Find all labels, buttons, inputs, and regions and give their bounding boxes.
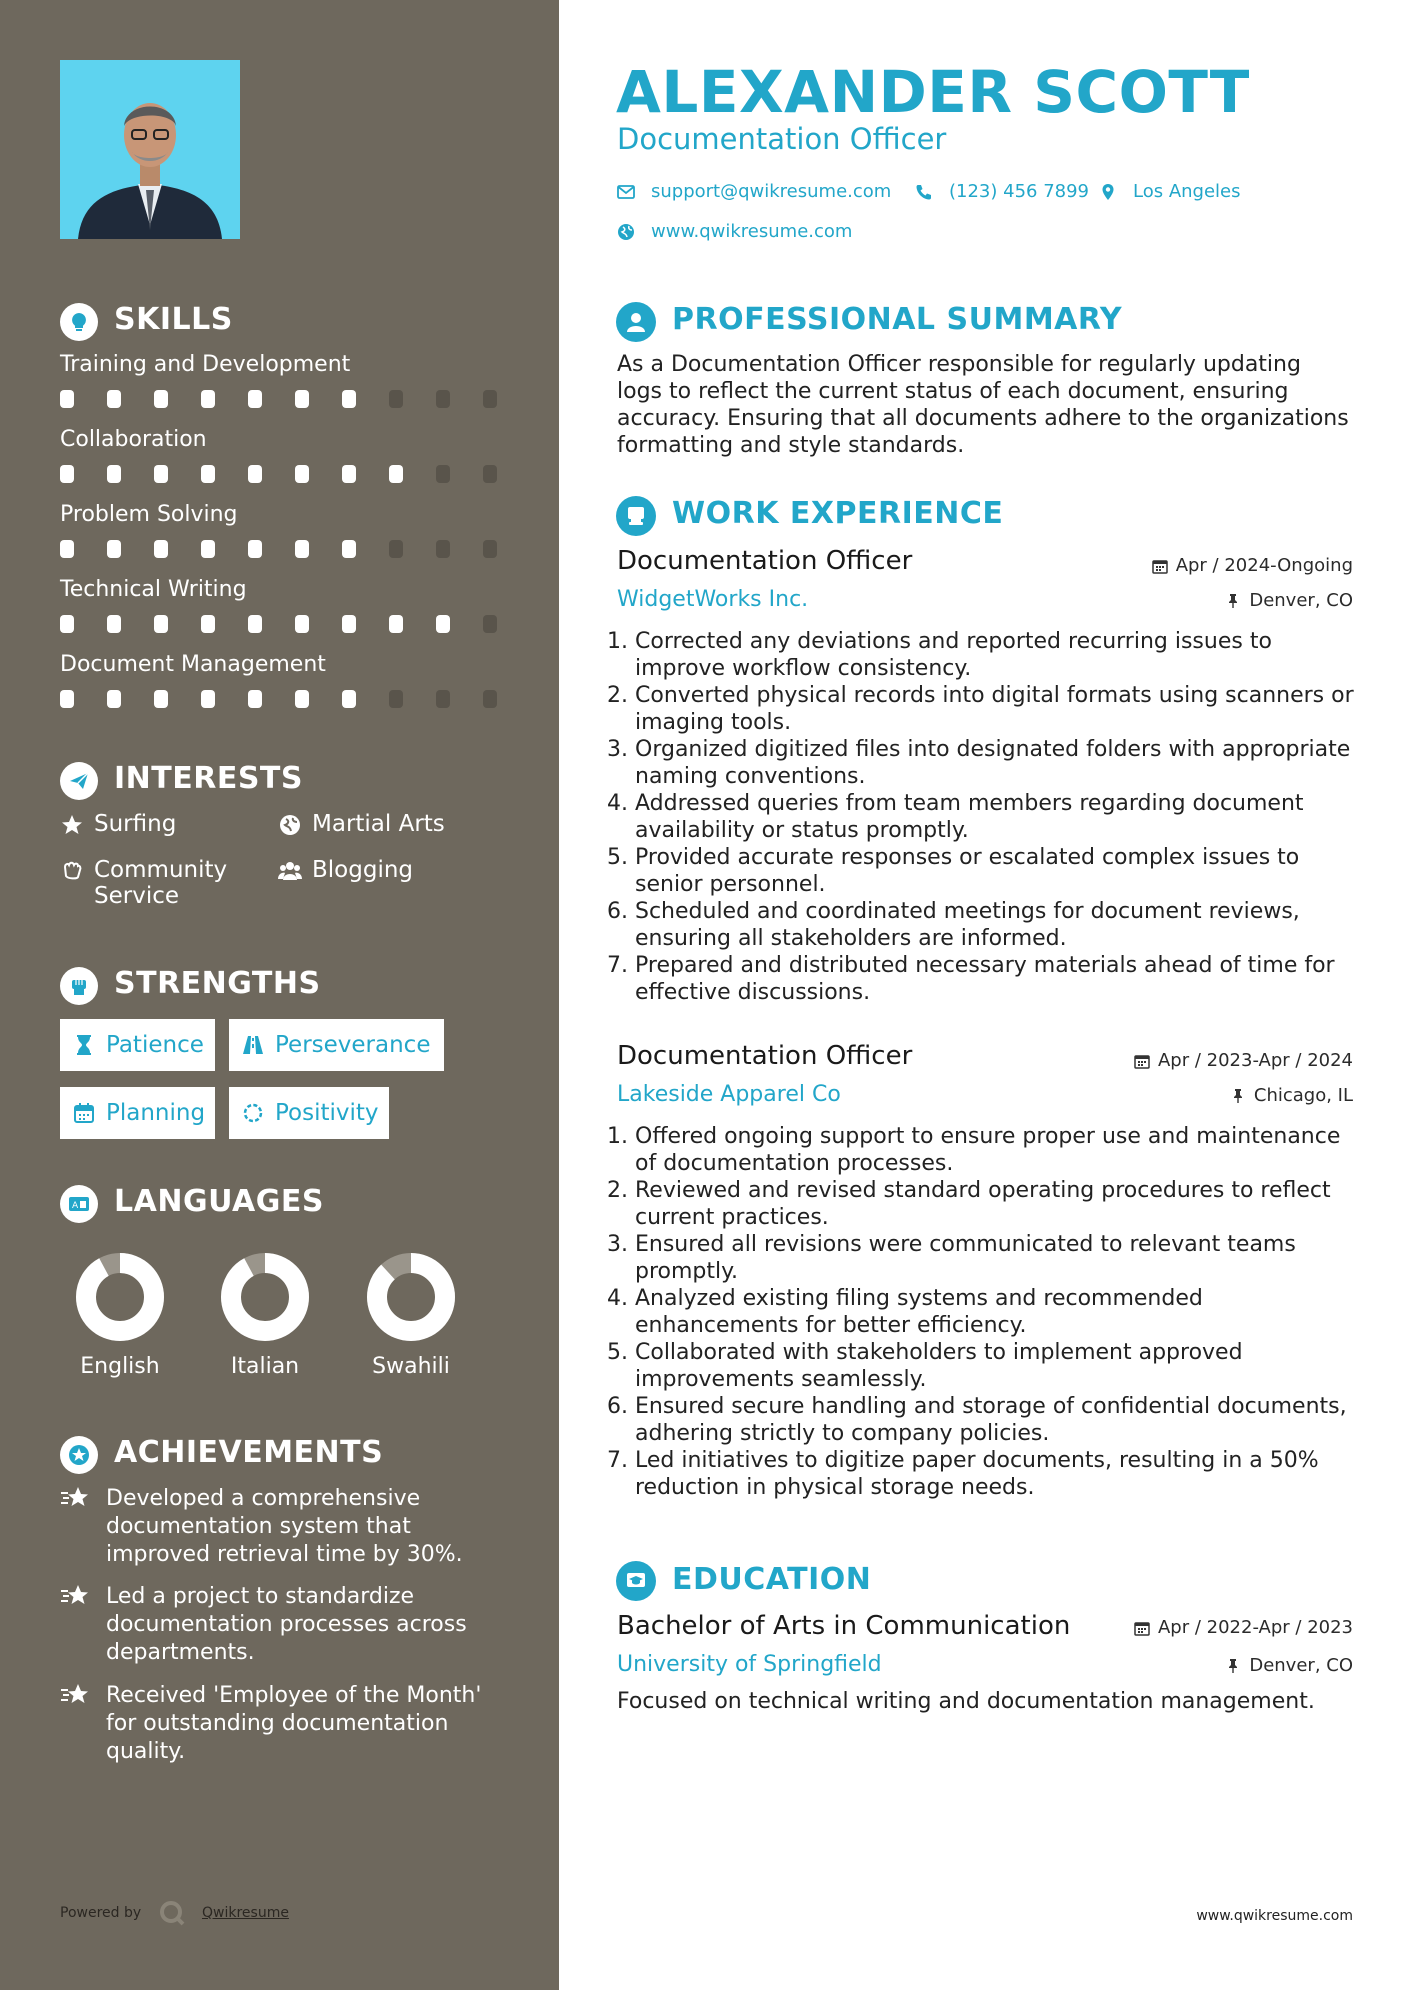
- calendar-icon: [1134, 1620, 1150, 1636]
- spinner-icon: [241, 1101, 265, 1125]
- strength-label: Positivity: [275, 1100, 379, 1126]
- lightbulb-icon: [60, 303, 98, 341]
- duty-item: 3. Ensured all revisions were communicated to relevant teams promptly.: [635, 1231, 1360, 1285]
- company-name: WidgetWorks Inc.: [617, 587, 809, 612]
- interests-heading: INTERESTS: [114, 761, 303, 796]
- user-icon: [616, 302, 656, 342]
- website-contact[interactable]: [617, 221, 852, 242]
- job-location: [999, 590, 1353, 611]
- summary-heading: PROFESSIONAL SUMMARY: [672, 302, 1123, 337]
- language-label: English: [80, 1354, 160, 1379]
- duty-item: 2. Reviewed and revised standard operating procedures to reflect current practices.: [635, 1177, 1360, 1231]
- skill-name: Collaboration: [60, 427, 207, 452]
- skill-dot-filled: [107, 615, 121, 633]
- achievement-item: [60, 1682, 500, 1766]
- interest-item: [278, 811, 528, 837]
- achievement-text: Received 'Employee of the Month' for outstanding documentation quality.: [106, 1683, 482, 1764]
- skill-rating: [60, 615, 530, 633]
- skill-dot-filled: [342, 690, 356, 708]
- interest-label: Martial Arts: [312, 811, 445, 837]
- skill-dot-filled: [342, 465, 356, 483]
- location-text: Denver, CO: [1249, 1655, 1353, 1676]
- language-icon: [60, 1185, 98, 1223]
- duty-item: 1. Offered ongoing support to ensure proper use and maintenance of documentation processes.: [635, 1123, 1360, 1177]
- phone-text: (123) 456 7899: [949, 181, 1090, 202]
- hourglass-icon: [72, 1033, 96, 1057]
- degree-title: Bachelor of Arts in Communication: [617, 1611, 1071, 1641]
- skill-rating: [60, 690, 530, 708]
- skill-dot-filled: [295, 690, 309, 708]
- skill-dot-filled: [295, 615, 309, 633]
- job-title: Documentation Officer: [617, 546, 913, 576]
- duty-list: [609, 628, 1360, 1006]
- briefcase-icon: [616, 496, 656, 536]
- strength-label: Planning: [106, 1100, 206, 1126]
- location-text: Los Angeles: [1133, 181, 1241, 202]
- skill-dot-filled: [248, 615, 262, 633]
- skill-dot-filled: [248, 540, 262, 558]
- candidate-title: Documentation Officer: [617, 122, 947, 156]
- qwikresume-logo-icon: [158, 1899, 186, 1927]
- skill-dot-filled: [154, 690, 168, 708]
- skill-rating: [60, 390, 530, 408]
- skill-dot-empty: [483, 540, 497, 558]
- shooting-star-icon: [60, 1680, 90, 1710]
- candidate-name: ALEXANDER SCOTT: [616, 58, 1250, 126]
- skill-dot-filled: [154, 540, 168, 558]
- company-name: Lakeside Apparel Co: [617, 1082, 841, 1107]
- interest-item: [278, 857, 528, 883]
- experience-heading: WORK EXPERIENCE: [672, 496, 1004, 531]
- main-content: [559, 0, 1407, 1990]
- job-dates: [999, 555, 1353, 576]
- skill-dot-filled: [60, 615, 74, 633]
- skill-dot-filled: [60, 390, 74, 408]
- skill-dot-filled: [154, 615, 168, 633]
- school-name: University of Springfield: [617, 1652, 882, 1677]
- phone-icon: [915, 183, 933, 201]
- email-text: support@qwikresume.com: [651, 181, 892, 202]
- skill-dot-filled: [295, 390, 309, 408]
- strength-chip: [229, 1019, 444, 1071]
- paper-plane-icon: [60, 762, 98, 800]
- strength-label: Patience: [106, 1032, 204, 1058]
- location-contact: [1099, 181, 1241, 202]
- skill-dot-filled: [436, 615, 450, 633]
- donut-fill: [231, 1263, 299, 1331]
- language-label: Swahili: [372, 1354, 450, 1379]
- skill-rating: [60, 540, 530, 558]
- footer-website[interactable]: www.qwikresume.com: [1196, 1908, 1353, 1924]
- skill-dot-empty: [483, 690, 497, 708]
- education-dates: [999, 1617, 1353, 1638]
- badge-star-icon: [60, 1436, 98, 1474]
- qwikresume-link[interactable]: Qwikresume: [202, 1905, 289, 1921]
- envelope-icon: [617, 183, 635, 201]
- interest-label: Surfing: [94, 811, 177, 837]
- duty-item: 6. Ensured secure handling and storage of confidential documents, adhering strictly to company policies.: [635, 1393, 1360, 1447]
- achievement-text: Led a project to standardize documentation processes across departments.: [106, 1584, 467, 1665]
- calendar-icon: [1152, 558, 1168, 574]
- skill-dot-filled: [201, 390, 215, 408]
- duty-item: 5. Provided accurate responses or escalated complex issues to senior personnel.: [635, 844, 1360, 898]
- skill-dot-empty: [436, 465, 450, 483]
- shooting-star-icon: [60, 1483, 90, 1513]
- education-heading: EDUCATION: [672, 1562, 872, 1597]
- pushpin-icon: [1225, 593, 1241, 609]
- duty-item: 7. Led initiatives to digitize paper documents, resulting in a 50% reduction in physical storage needs.: [635, 1447, 1360, 1501]
- skill-dot-filled: [389, 615, 403, 633]
- powered-by-text: Powered by: [60, 1905, 142, 1921]
- strength-chip: [229, 1087, 389, 1139]
- education-description: Focused on technical writing and documentation management.: [617, 1689, 1315, 1714]
- strength-label: Perseverance: [275, 1032, 431, 1058]
- duty-item: 2. Converted physical records into digital formats using scanners or imaging tools.: [635, 682, 1360, 736]
- language-label: Italian: [230, 1354, 300, 1379]
- strength-chip: [60, 1019, 215, 1071]
- pushpin-icon: [1230, 1088, 1246, 1104]
- skill-dot-filled: [342, 615, 356, 633]
- skill-dot-filled: [154, 390, 168, 408]
- education-location: [999, 1655, 1353, 1676]
- calendar-icon: [1134, 1053, 1150, 1069]
- svg-text:A: A: [72, 1201, 79, 1211]
- skill-dot-filled: [248, 690, 262, 708]
- skill-dot-filled: [342, 540, 356, 558]
- languages-heading: LANGUAGES: [114, 1184, 324, 1219]
- skill-dot-empty: [483, 465, 497, 483]
- strengths-heading: STRENGTHS: [114, 966, 321, 1001]
- strength-chip: [60, 1087, 215, 1139]
- duty-item: 5. Collaborated with stakeholders to implement approved improvements seamlessly.: [635, 1339, 1360, 1393]
- skill-name: Document Management: [60, 652, 326, 677]
- skill-dot-empty: [389, 690, 403, 708]
- job-location: [999, 1085, 1353, 1106]
- duty-item: 4. Addressed queries from team members regarding document availability or status promptly.: [635, 790, 1360, 844]
- dates-text: Apr / 2022-Apr / 2023: [1157, 1617, 1353, 1638]
- duty-item: 6. Scheduled and coordinated meetings for document reviews, ensuring all stakeholders are informed.: [635, 898, 1360, 952]
- interest-item: [60, 857, 260, 909]
- users-icon: [278, 859, 302, 883]
- duty-item: 3. Organized digitized files into designated folders with appropriate naming conventions.: [635, 736, 1360, 790]
- achievement-item: [60, 1485, 500, 1569]
- language-donut: [217, 1249, 313, 1345]
- skill-dot-filled: [389, 465, 403, 483]
- skill-dot-empty: [483, 390, 497, 408]
- skill-dot-filled: [107, 690, 121, 708]
- shooting-star-icon: [60, 1581, 90, 1611]
- job-title: Documentation Officer: [617, 1041, 913, 1071]
- achievement-text: Developed a comprehensive documentation system that improved retrieval time by 30%.: [106, 1486, 463, 1567]
- skill-dot-filled: [248, 465, 262, 483]
- skill-dot-empty: [483, 615, 497, 633]
- skill-dot-filled: [60, 465, 74, 483]
- interest-item: [60, 811, 260, 837]
- location-text: Chicago, IL: [1253, 1085, 1353, 1106]
- skill-dot-empty: [436, 540, 450, 558]
- dates-text: Apr / 2024-Ongoing: [1175, 555, 1353, 576]
- achievement-item: [60, 1583, 500, 1667]
- duty-item: 4. Analyzed existing filing systems and recommended enhancements for better efficiency.: [635, 1285, 1360, 1339]
- phone-contact[interactable]: [915, 181, 1089, 202]
- skill-dot-filled: [201, 540, 215, 558]
- skill-dot-filled: [60, 540, 74, 558]
- duty-item: 1. Corrected any deviations and reported recurring issues to improve workflow consistency.: [635, 628, 1360, 682]
- pushpin-icon: [1225, 1658, 1241, 1674]
- graduation-cap-icon: [616, 1561, 656, 1601]
- achievements-heading: ACHIEVEMENTS: [114, 1435, 384, 1470]
- location-text: Denver, CO: [1249, 590, 1353, 611]
- profile-photo: [60, 60, 240, 239]
- hand-icon: [60, 859, 84, 883]
- skill-dot-filled: [107, 465, 121, 483]
- website-text: www.qwikresume.com: [651, 221, 853, 242]
- duty-item: 7. Prepared and distributed necessary materials ahead of time for effective discussions.: [635, 952, 1360, 1006]
- skill-dot-filled: [342, 390, 356, 408]
- skill-dot-filled: [201, 615, 215, 633]
- interest-label: Blogging: [312, 857, 414, 883]
- skill-dot-empty: [389, 390, 403, 408]
- globe-icon: [278, 813, 302, 837]
- interest-label: Community Service: [94, 857, 228, 909]
- skill-dot-filled: [60, 690, 74, 708]
- email-contact[interactable]: [617, 181, 891, 202]
- map-marker-icon: [1099, 183, 1117, 201]
- skill-dot-filled: [295, 465, 309, 483]
- skill-dot-filled: [201, 465, 215, 483]
- sidebar: [0, 0, 559, 1990]
- skill-dot-empty: [389, 540, 403, 558]
- dates-text: Apr / 2023-Apr / 2024: [1157, 1050, 1353, 1071]
- fist-icon: [60, 967, 98, 1005]
- job-dates: [999, 1050, 1353, 1071]
- language-donut: [363, 1249, 459, 1345]
- donut-fill: [86, 1263, 154, 1331]
- skill-name: Technical Writing: [60, 577, 247, 602]
- calendar-icon: [72, 1101, 96, 1125]
- skill-dot-filled: [295, 540, 309, 558]
- road-icon: [241, 1033, 265, 1057]
- skill-dot-filled: [248, 390, 262, 408]
- star-icon: [60, 813, 84, 837]
- globe-icon: [617, 223, 635, 241]
- skill-name: Problem Solving: [60, 502, 238, 527]
- skill-dot-empty: [436, 390, 450, 408]
- language-donut: [72, 1249, 168, 1345]
- skill-name: Training and Development: [60, 352, 351, 377]
- skill-dot-filled: [107, 540, 121, 558]
- summary-text: As a Documentation Officer responsible for regularly updating logs to reflect the current status of each document, ensuring accuracy. Ensuring that all documents adhere to the organizations formatting and style standards.: [617, 352, 1349, 458]
- skill-dot-empty: [436, 690, 450, 708]
- skills-heading: SKILLS: [114, 302, 233, 337]
- skill-dot-filled: [201, 690, 215, 708]
- duty-list: [609, 1123, 1360, 1501]
- skill-rating: [60, 465, 530, 483]
- skill-dot-filled: [154, 465, 168, 483]
- donut-fill: [377, 1263, 445, 1331]
- skill-dot-filled: [107, 390, 121, 408]
